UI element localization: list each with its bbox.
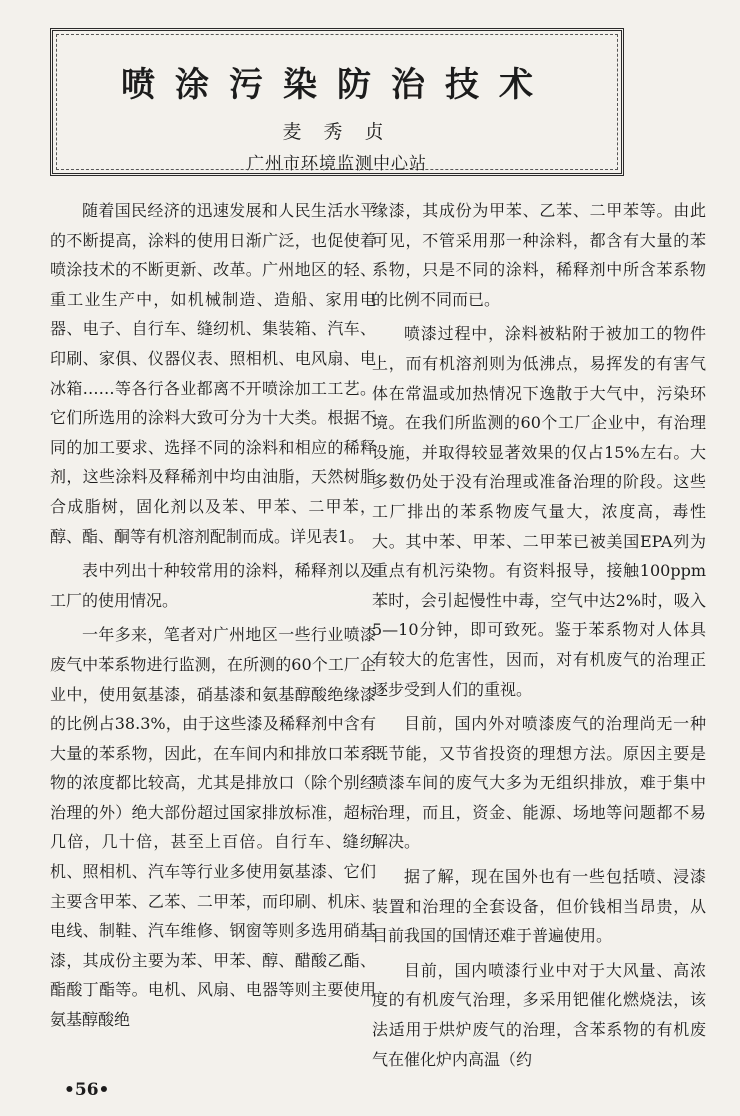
paragraph: 目前，国内外对喷漆废气的治理尚无一种既节能，又节省投资的理想方法。原因主要是喷漆车间的废气大多为无组织排放，难于集中治理，而且，资金、能源、场地等问题都不易解决。 <box>372 714 706 852</box>
paragraph: 缘漆，其成份为甲苯、乙苯、二甲苯等。由此可见，不管采用那一种涂料，都含有大量的苯系物，只是不同的涂料，稀释剂中所含苯系物的比例不同而已。 <box>372 201 706 309</box>
right-column <box>372 196 706 1079</box>
author-name: 麦 秀 贞 <box>282 121 392 143</box>
title-frame <box>50 28 624 176</box>
paragraph: 一年多来，笔者对广州地区一些行业喷漆废气中苯系物进行监测，在所测的60个工厂企业中，使用氨基漆，硝基漆和氨基醇酸绝缘漆的比例占38.3%，由于这些漆及稀释剂中含有大量的苯系物，因此，在车间内和排放口苯系物的浓度都比较高，尤其是排放口（除个别经治理的外）绝大部份超过国家排放标准，超标几倍，几十倍，甚至上百倍。自行车、缝纫机、照相机、汽车等行业多使用氨基漆、它们主要含甲苯、乙苯、二甲苯，而印刷、机床、电线、制鞋、汽车维修、钢窗等则多选用硝基漆，其成份主要为苯、甲苯、醇、醋酸乙酯、酯酸丁酯等。电机、风扇、电器等则主要使用氨基醇酸绝 <box>50 625 376 1030</box>
paragraph: 喷漆过程中，涂料被粘附于被加工的物件上，而有机溶剂则为低沸点，易挥发的有害气体在常温或加热情况下逸散于大气中，污染环境。在我们所监测的60个工厂企业中，有治理设施，并取得较显著效果的仅占15%左右。大多数仍处于没有治理或准备治理的阶段。这些工厂排出的苯系物废气量大，浓度高，毒性大。其中苯、甲苯、二甲苯已被美国EPA列为重点有机污染物。有资料报导，接触100ppm苯时，会引起慢性中毒，空气中达2%时，吸入5—10分钟，即可致死。鉴于苯系物对人体具有较大的危害性，因而，对有机废气的治理正逐步受到人们的重视。 <box>372 324 706 699</box>
paragraph: 据了解，现在国外也有一些包括喷、浸漆装置和治理的全套设备，但价钱相当昂贵，从目前我国的国情还难于普遍使用。 <box>372 867 706 946</box>
page-number: •56• <box>64 1080 110 1100</box>
paragraph: 随着国民经济的迅速发展和人民生活水平的不断提高，涂料的使用日渐广泛，也促使着喷涂技术的不断更新、改革。广州地区的轻、重工业生产中，如机械制造、造船、家用电器、电子、自行车、缝纫机、集装箱、汽车、印刷、家俱、仪器仪表、照相机、电风扇、电冰箱……等各行各业都离不开喷涂加工工艺。它们所选用的涂料大致可分为十大类。根据不同的加工要求、选择不同的涂料和相应的稀释剂，这些涂料及释稀剂中均由油脂，天然树脂合成脂树，固化剂以及苯、甲苯、二甲苯，醇、酯、酮等有机溶剂配制而成。详见表1。 <box>50 201 376 546</box>
paragraph: 表中列出十种较常用的涂料，稀释剂以及工厂的使用情况。 <box>50 561 376 610</box>
left-column <box>50 196 376 1040</box>
paragraph: 目前，国内喷漆行业中对于大风量、高浓度的有机废气治理，多采用钯催化燃烧法，该法适用于烘炉废气的治理，含苯系物的有机废气在催化炉内高温（约 <box>372 960 706 1069</box>
article-title: 喷涂污染防治技术 <box>121 65 553 105</box>
author-affiliation: 广州市环境监测中心站 <box>247 154 427 174</box>
